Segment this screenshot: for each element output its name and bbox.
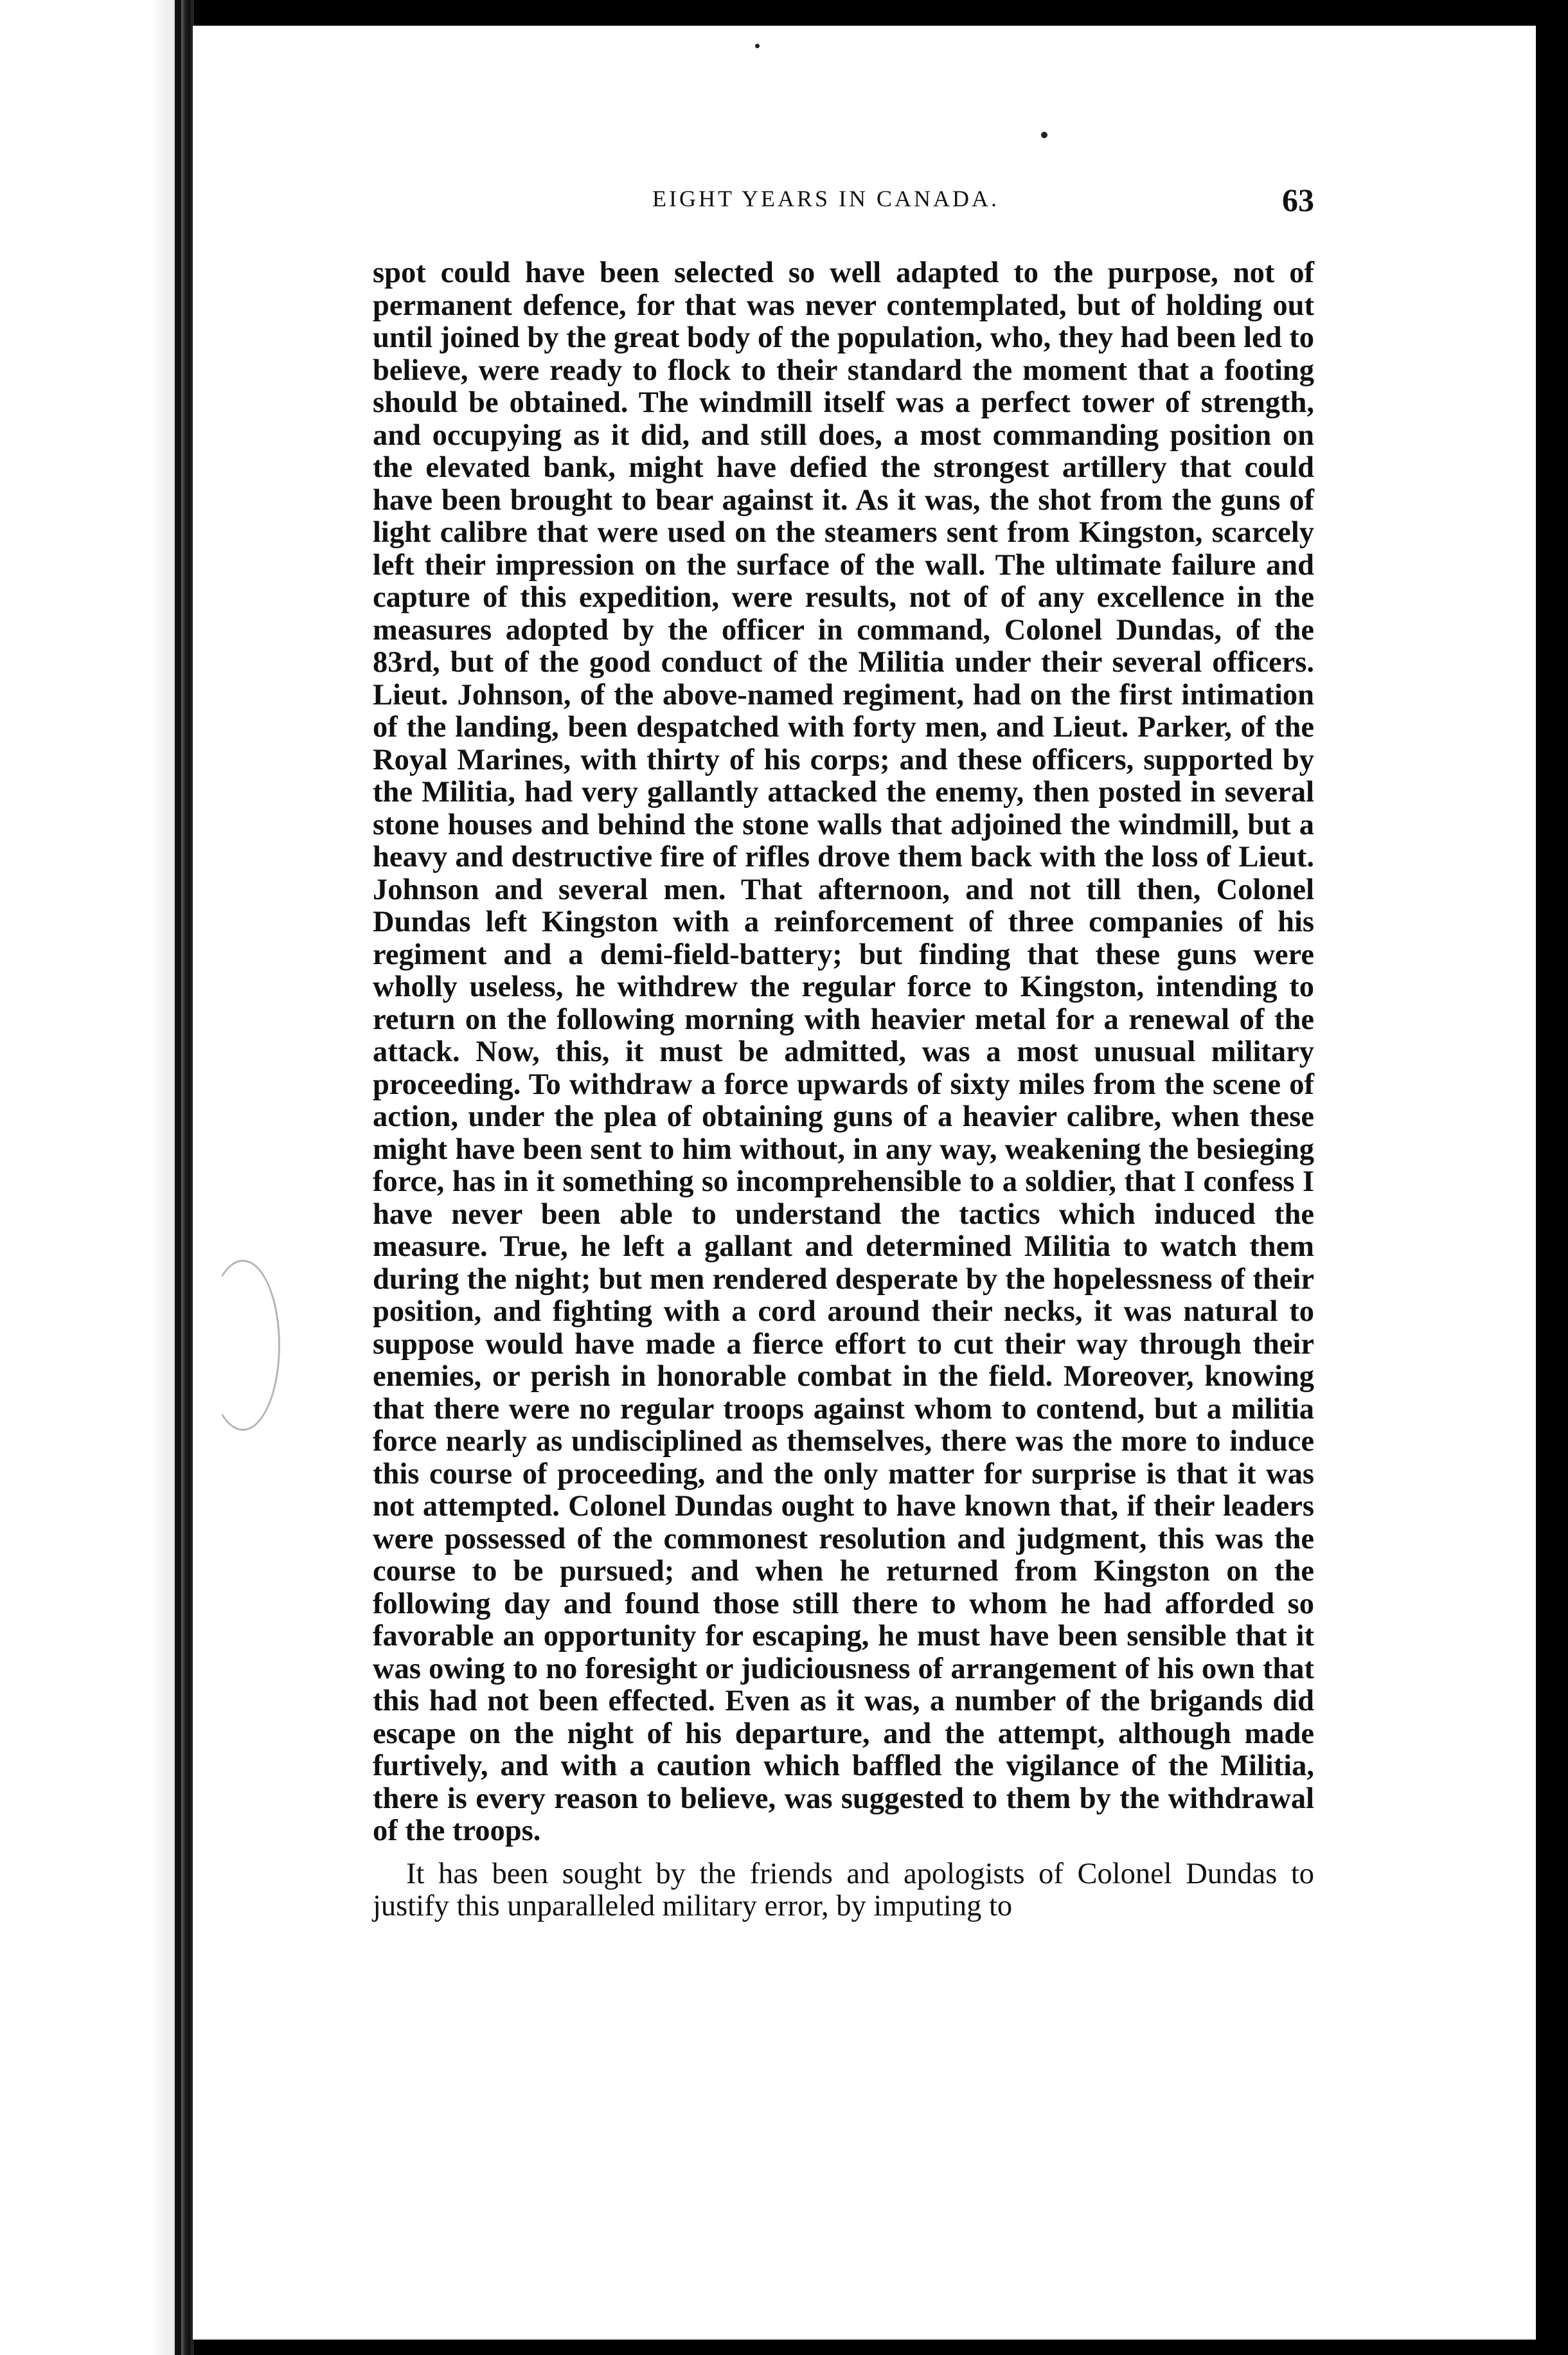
paragraph-1: spot could have been selected so well adapted to the purpose, not of permanent defence, for that was never contemplated, but of holding out until joined by the great body of the population, who, they had been led to believe, were ready to flock to their standard the moment that a footing should be obtained. The windmill itself was a perfect tower of strength, and occupying as it did, and still does, a most commanding position on the elevated bank, might have defied the strongest artillery that could have been brought to bear against it. As it was, the shot from the guns of light calibre that were used on the steamers sent from Kingston, scarcely left their impression on the surface of the wall. The ultimate failure and capture of this expedition, were results, not of of any excellence in the measures adopted by the officer in command, Colonel Dundas, of the 83rd, but of the good conduct of the Militia under their several officers. Lieut. Johnson, of the above-named regiment, had on the first intimation of the landing, been despatched with forty men, and Lieut. Parker, of the Royal Marines, with thirty of his corps; and these officers, supported by the Militia, had very gallantly attacked the enemy, then posted in several stone houses and behind the stone walls that adjoined the windmill, but a heavy and destructive fire of rifles drove them back with the loss of Lieut. Johnson and several men. That afternoon, and not till then, Colonel Dundas left Kingston with a reinforcement of three companies of his regiment and a demi-field-battery; but finding that these guns were wholly useless, he withdrew the regular force to Kingston, intending to return on the following morning with heavier metal for a renewal of the attack. Now, this, it must be admitted, was a most unusual military proceeding. To withdraw a force upwards of sixty miles from the scene of action, under the plea of obtaining guns of a heavier calibre, when these might have been sent to him without, in any way, weakening the besieging force, has in it something so incomprehensible to a soldier, that I confess I have never been able to understand the tactics which induced the measure. True, he left a gallant and determined Militia to watch them during the night; but men rendered desperate by the hopelessness of their position, and fighting with a cord around their necks, it was natural to suppose would have made a fierce effort to cut their way through their enemies, or perish in honorable combat in the field. Moreover, knowing that there were no regular troops against whom to contend, but a militia force nearly as undisciplined as themselves, there was the more to induce this course of proceeding, and the only matter for surprise is that it was not attempted. Colonel Dundas ought to have known that, if their leaders were possessed of the commonest resolution and judgment, this was the course to be pursued; and when he returned from Kingston on the following day and found those still there to whom he had afforded so favorable an opportunity for escaping, he must have been sensible that it was owing to no foresight or judiciousness of arrangement of his own that this had not been effected. Even as it was, a number of the brigands did escape on the night of his departure, and the attempt, although made furtively, and with a caution which baffled the vigilance of the Militia, there is every reason to believe, was suggested to them by the withdrawal of the troops. [373, 256, 1314, 1847]
body-text [373, 257, 1314, 1923]
page-number: 63 [1282, 182, 1314, 218]
paper-fold-mark [206, 1260, 280, 1431]
running-head: EIGHT YEARS IN CANADA. [652, 186, 999, 211]
page-header [652, 182, 1314, 224]
ink-speck [1041, 132, 1047, 138]
paragraph-2: It has been sought by the friends and apologists of Colonel Dundas to justify this unparalleled military error, by imputing to [373, 1857, 1314, 1922]
ink-speck [755, 44, 760, 48]
facing-page-edge [0, 0, 193, 2355]
binding-gutter [175, 0, 181, 2355]
